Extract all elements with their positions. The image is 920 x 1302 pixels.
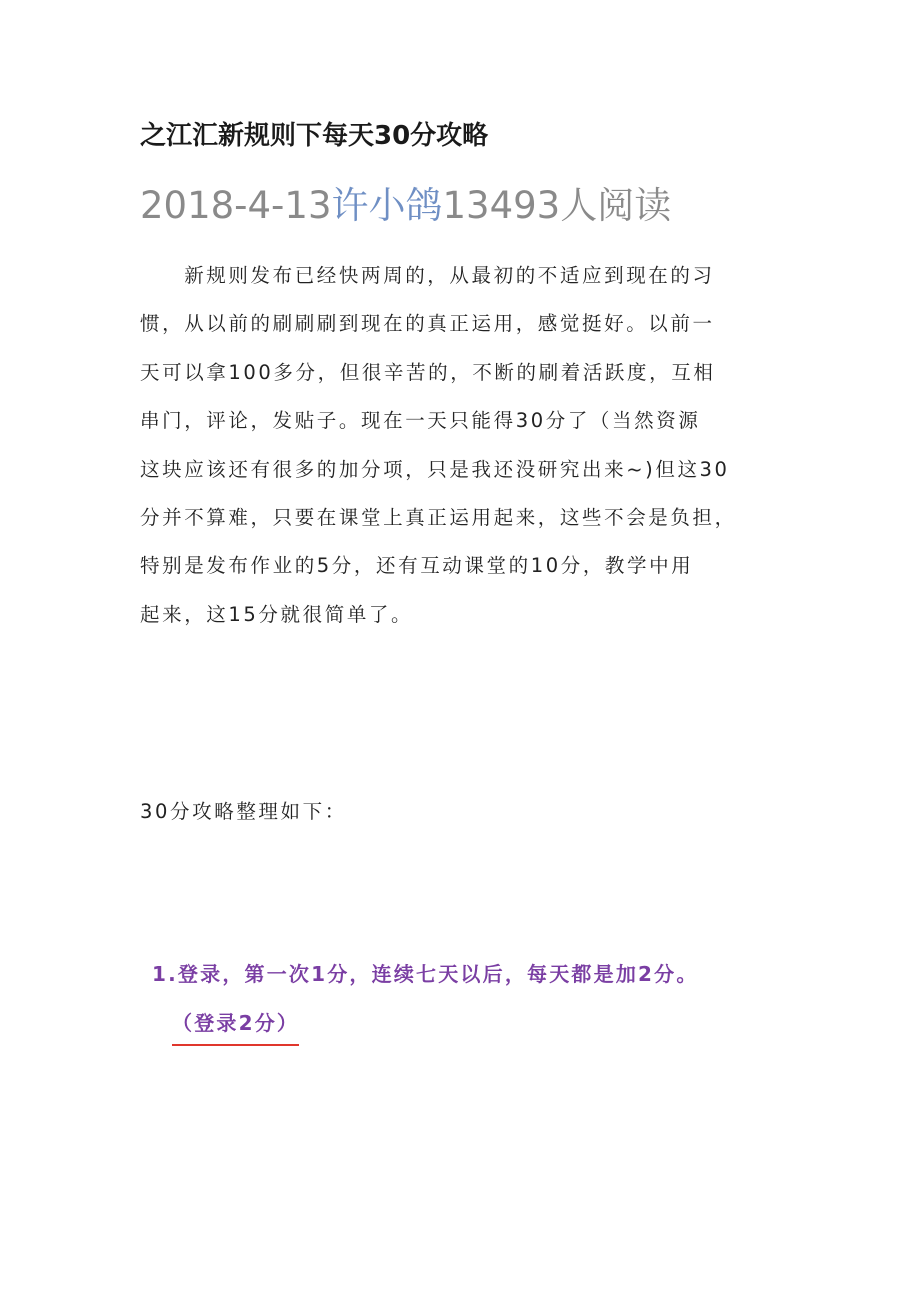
paragraph-line: 天可以拿100多分，但很辛苦的，不断的刷着活跃度，互相 [140,360,716,384]
paragraph-line: 惯，从以前的刷刷刷到现在的真正运用，感觉挺好。以前一 [140,312,715,336]
paragraph-line: 这块应该还有很多的加分项，只是我还没研究出来~)但这30 [140,457,730,481]
article-meta [140,178,671,234]
author-link[interactable]: 许小鸽 [331,184,443,227]
intro-paragraph [140,252,790,639]
article-title: 之江汇新规则下每天30分攻略 [140,121,489,151]
paragraph-line: 分并不算难，只要在课堂上真正运用起来，这些不会是负担， [140,506,737,530]
publish-date: 2018-4-13 [140,184,332,227]
paragraph-line: 起来，这15分就很简单了。 [140,602,414,626]
paragraph-line: 特别是发布作业的5分，还有互动课堂的10分，教学中用 [140,554,694,578]
step-item-login: 1.登录，第一次1分，连续七天以后，每天都是加2分。 [152,962,699,986]
section-heading: 30分攻略整理如下： [140,800,347,823]
read-count: 13493 [442,184,561,227]
paragraph-line: 新规则发布已经快两周的，从最初的不适应到现在的习 [140,264,715,287]
step-note-login: （登录2分） [172,1003,299,1046]
read-count-suffix: 人阅读 [560,184,672,227]
paragraph-line: 串门，评论，发贴子。现在一天只能得30分了（当然资源 [140,409,701,433]
